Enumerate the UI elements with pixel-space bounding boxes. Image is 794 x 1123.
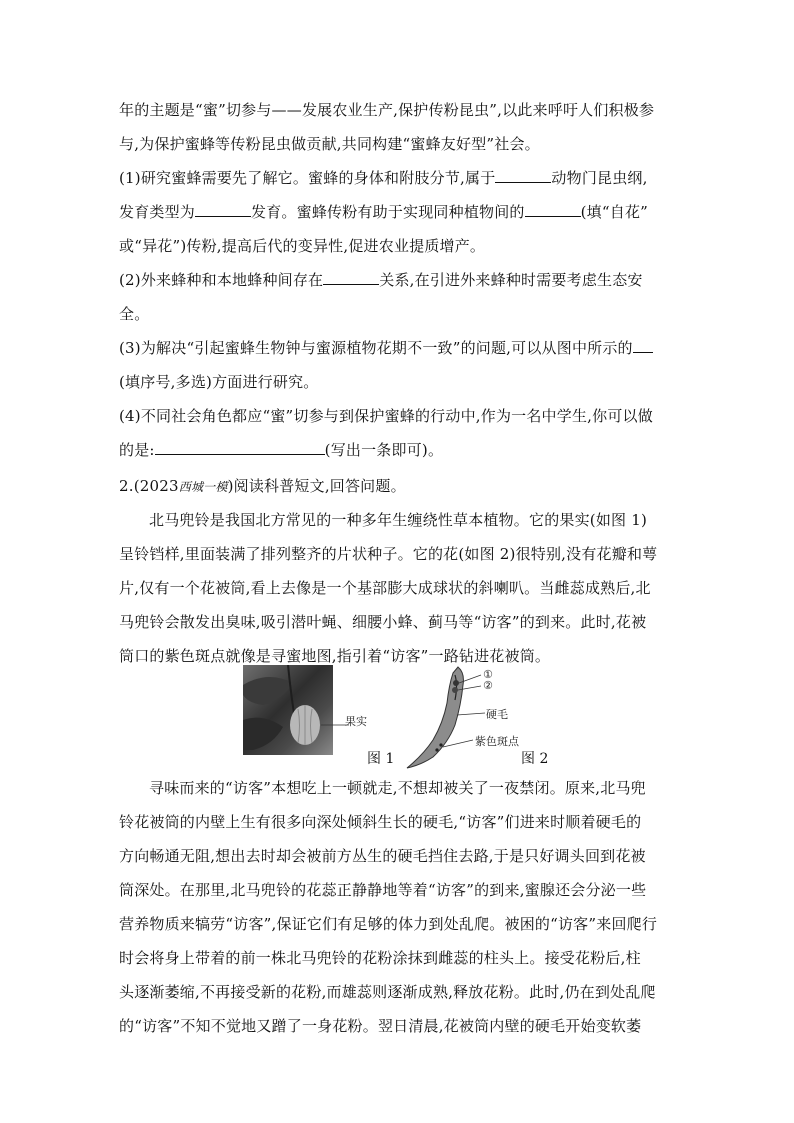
- purple-spot: [439, 743, 442, 746]
- fruit-photo: [243, 665, 333, 755]
- text-line: 年的主题是“蜜”切参与——发展农业生产,保护传粉昆虫”,以此来呼吁人们积极参: [119, 101, 655, 119]
- passage-line: 北马兜铃是我国北方常见的一种多年生缠绕性草本植物。它的果实(如图 1): [149, 511, 648, 529]
- question-text: (填“自花”: [580, 203, 649, 221]
- passage-line: 呈铃铛样,里面装满了排列整齐的片状种子。它的花(如图 2)很特别,没有花瓣和萼: [119, 545, 658, 563]
- passage-line: 马兜铃会散发出臭味,吸引潜叶蝇、细腰小蜂、蓟马等“访客”的到来。此时,花被: [119, 613, 647, 631]
- question-text: 关系,在引进外来蜂种时需要考虑生态安: [379, 271, 643, 289]
- question-text: (3)为解决“引起蜜蜂生物钟与蜜源植物花期不一致”的问题,可以从图中所示的: [119, 339, 633, 357]
- answer-blank[interactable]: [525, 202, 581, 217]
- item-number: 2.(2023: [119, 477, 179, 495]
- leaf-shape: [243, 677, 293, 705]
- text-line: 与,为保护蜜蜂等传粉昆虫做贡献,共同构建“蜜蜂友好型”社会。: [119, 135, 540, 153]
- answer-blank[interactable]: [495, 168, 551, 183]
- passage-line: 铃花被筒的内壁上生有很多向深处倾斜生长的硬毛,“访客”们进来时顺着硬毛的: [119, 813, 642, 831]
- passage-line: 片,仅有一个花被筒,看上去像是一个基部膨大成球状的斜喇叭。当雌蕊成熟后,北: [119, 579, 651, 597]
- passage-line: 头逐渐萎缩,不再接受新的花粉,而雄蕊则逐渐成熟,释放花粉。此时,仍在到处乱爬: [119, 983, 656, 1001]
- pointer-hair: [457, 713, 485, 715]
- answer-blank[interactable]: [155, 440, 325, 455]
- purple-spot: [435, 748, 438, 751]
- fruit-photo-art: [243, 665, 333, 755]
- hair-label: 硬毛: [486, 708, 508, 721]
- question-4-line: [119, 440, 443, 460]
- pistil-dot: [452, 687, 458, 693]
- question-1-line: [119, 168, 648, 188]
- question-3-line: [119, 338, 653, 358]
- passage-line: 的“访客”不知不觉地又蹭了一身花粉。翌日清晨,花被筒内壁的硬毛开始变软萎: [119, 1017, 642, 1035]
- stamen-dot: [453, 680, 459, 686]
- question-2-line: 全。: [119, 305, 150, 323]
- question-text: (2)外来蜂种和本地蜂种间存在: [119, 271, 324, 289]
- question-3-line: (填序号,多选)方面进行研究。: [119, 373, 319, 391]
- item-instruction: )阅读科普短文,回答问题。: [227, 477, 406, 495]
- question-1-line: 或“异花”)传粉,提高后代的变异性,促进农业提质增产。: [119, 237, 486, 255]
- answer-blank[interactable]: [195, 202, 251, 217]
- passage-line: 筒口的紫色斑点就像是寻蜜地图,指引着“访客”一路钻进花被筒。: [119, 647, 551, 665]
- figure-1-caption: 图 1: [367, 751, 395, 767]
- question-text: 发育类型为: [119, 203, 196, 221]
- marker-2-label: ②: [483, 679, 493, 692]
- passage-line: 寻味而来的“访客”本想吃上一顿就走,不想却被关了一夜禁闭。原来,北马兜: [149, 779, 646, 797]
- passage-line: 营养物质来犒劳“访客”,保证它们有足够的体力到处乱爬。被困的“访客”来回爬行: [119, 915, 658, 933]
- question-text: (写出一条即可)。: [324, 441, 444, 459]
- question-1-line: [119, 202, 648, 222]
- question-text: 的是:: [119, 441, 155, 459]
- pointer-spot: [443, 740, 473, 747]
- passage-line: 筒深处。在那里,北马兜铃的花蕊正静静地等着“访客”的到来,蜜腺还会分泌一些: [119, 881, 647, 899]
- question-text: 发育。蜜蜂传粉有助于实现同种植物间的: [251, 203, 525, 221]
- item-source: 西城一模: [178, 480, 228, 494]
- passage-line: 时会将身上带着的前一株北马兜铃的花粉涂抹到雌蕊的柱头上。接受花粉后,柱: [119, 949, 641, 967]
- question-text: 动物门昆虫纲,: [551, 169, 648, 187]
- answer-blank[interactable]: [323, 270, 379, 285]
- answer-blank[interactable]: [633, 338, 653, 353]
- figure-2-caption: 图 2: [521, 751, 549, 767]
- fruit-label: 果实: [345, 715, 367, 728]
- figure-area: [243, 665, 549, 770]
- spot-label: 紫色斑点: [475, 735, 519, 748]
- item-2-heading: [119, 476, 406, 497]
- leaf-shape: [243, 718, 283, 750]
- marker-1-label: ①: [483, 668, 493, 681]
- question-text: (1)研究蜜蜂需要先了解它。蜜蜂的身体和附肢分节,属于: [119, 169, 496, 187]
- question-4-line: (4)不同社会角色都应“蜜”切参与到保护蜜蜂的行动中,作为一名中学生,你可以做: [119, 407, 653, 425]
- question-2-line: [119, 270, 643, 290]
- passage-line: 方向畅通无阻,想出去时却会被前方丛生的硬毛挡住去路,于是只好调头回到花被: [119, 847, 646, 865]
